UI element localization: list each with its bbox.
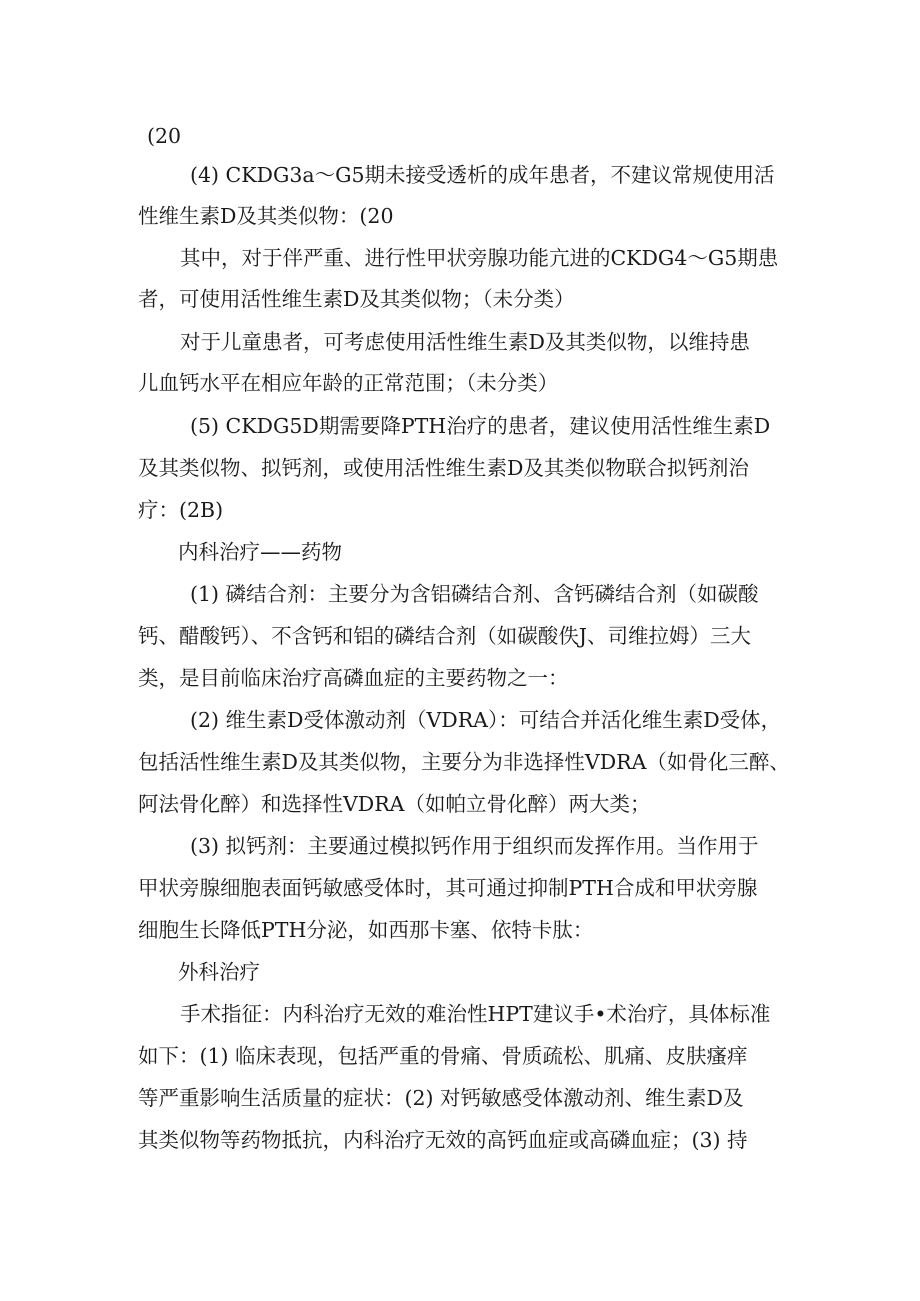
text-line: 如下：(1) 临床表现，包括严重的骨痛、骨质疏松、肌痛、皮肤瘙痒 [138,1044,748,1068]
text-line: 性维生素D及其类似物：(20 [138,204,394,228]
text-line: 其中，对于伴严重、进行性甲状旁腺功能亢进的CKDG4～G5期患 [180,246,779,270]
text-line: (2) 维生素D受体激动剂（VDRA）：可结合并活化维生素D受体， [190,708,782,732]
text-line: (4) CKDG3a～G5期未接受透析的成年患者，不建议常规使用活 [190,163,775,187]
section-heading: 外科治疗 [178,960,260,984]
text-line: 等严重影响生活质量的症状：(2) 对钙敏感受体激动剂、维生素D及 [138,1086,744,1110]
text-line: 包括活性维生素D及其类似物，主要分为非选择性VDRA（如骨化三醉、 [138,750,790,774]
text-line: 钙、醋酸钙）、不含钙和铝的磷结合剂（如碳酸佚J、司维拉姆）三大 [138,624,751,648]
text-line: 类，是目前临床治疗高磷血症的主要药物之一： [138,666,569,690]
section-heading: 内科治疗——药物 [178,540,342,564]
text-line: 甲状旁腺细胞表面钙敏感受体时，其可通过抑制PTH合成和甲状旁腺 [138,876,758,900]
text-line: (5) CKDG5D期需要降PTH治疗的患者，建议使用活性维生素D [190,414,771,438]
text-line: 及其类似物、拟钙剂，或使用活性维生素D及其类似物联合拟钙剂治 [138,456,749,480]
text-line: 儿血钙水平在相应年龄的正常范围；（未分类） [138,371,559,395]
text-line: 者，可使用活性维生素D及其类似物；（未分类） [138,287,575,311]
text-line: 阿法骨化醉）和选择性VDRA（如帕立骨化醉）两大类； [138,792,651,816]
text-line: 疗：(2B) [138,498,224,522]
text-line: 对于儿童患者，可考虑使用活性维生素D及其类似物，以维持患 [180,330,750,354]
text-line: (20 [147,124,182,148]
text-line: 其类似物等药物抵抗，内科治疗无效的高钙血症或高磷血症；(3) 持 [138,1128,748,1152]
text-line: (1) 磷结合剂：主要分为含铝磷结合剂、含钙磷结合剂（如碳酸 [190,582,759,606]
text-line: (3) 拟钙剂：主要通过模拟钙作用于组织而发挥作用。当作用于 [190,834,759,858]
text-line: 细胞生长降低PTH分泌，如西那卡塞、依特卡肽： [138,918,594,942]
text-line: 手术指征：内科治疗无效的难治性HPT建议手•术治疗，具体标准 [180,1002,771,1026]
